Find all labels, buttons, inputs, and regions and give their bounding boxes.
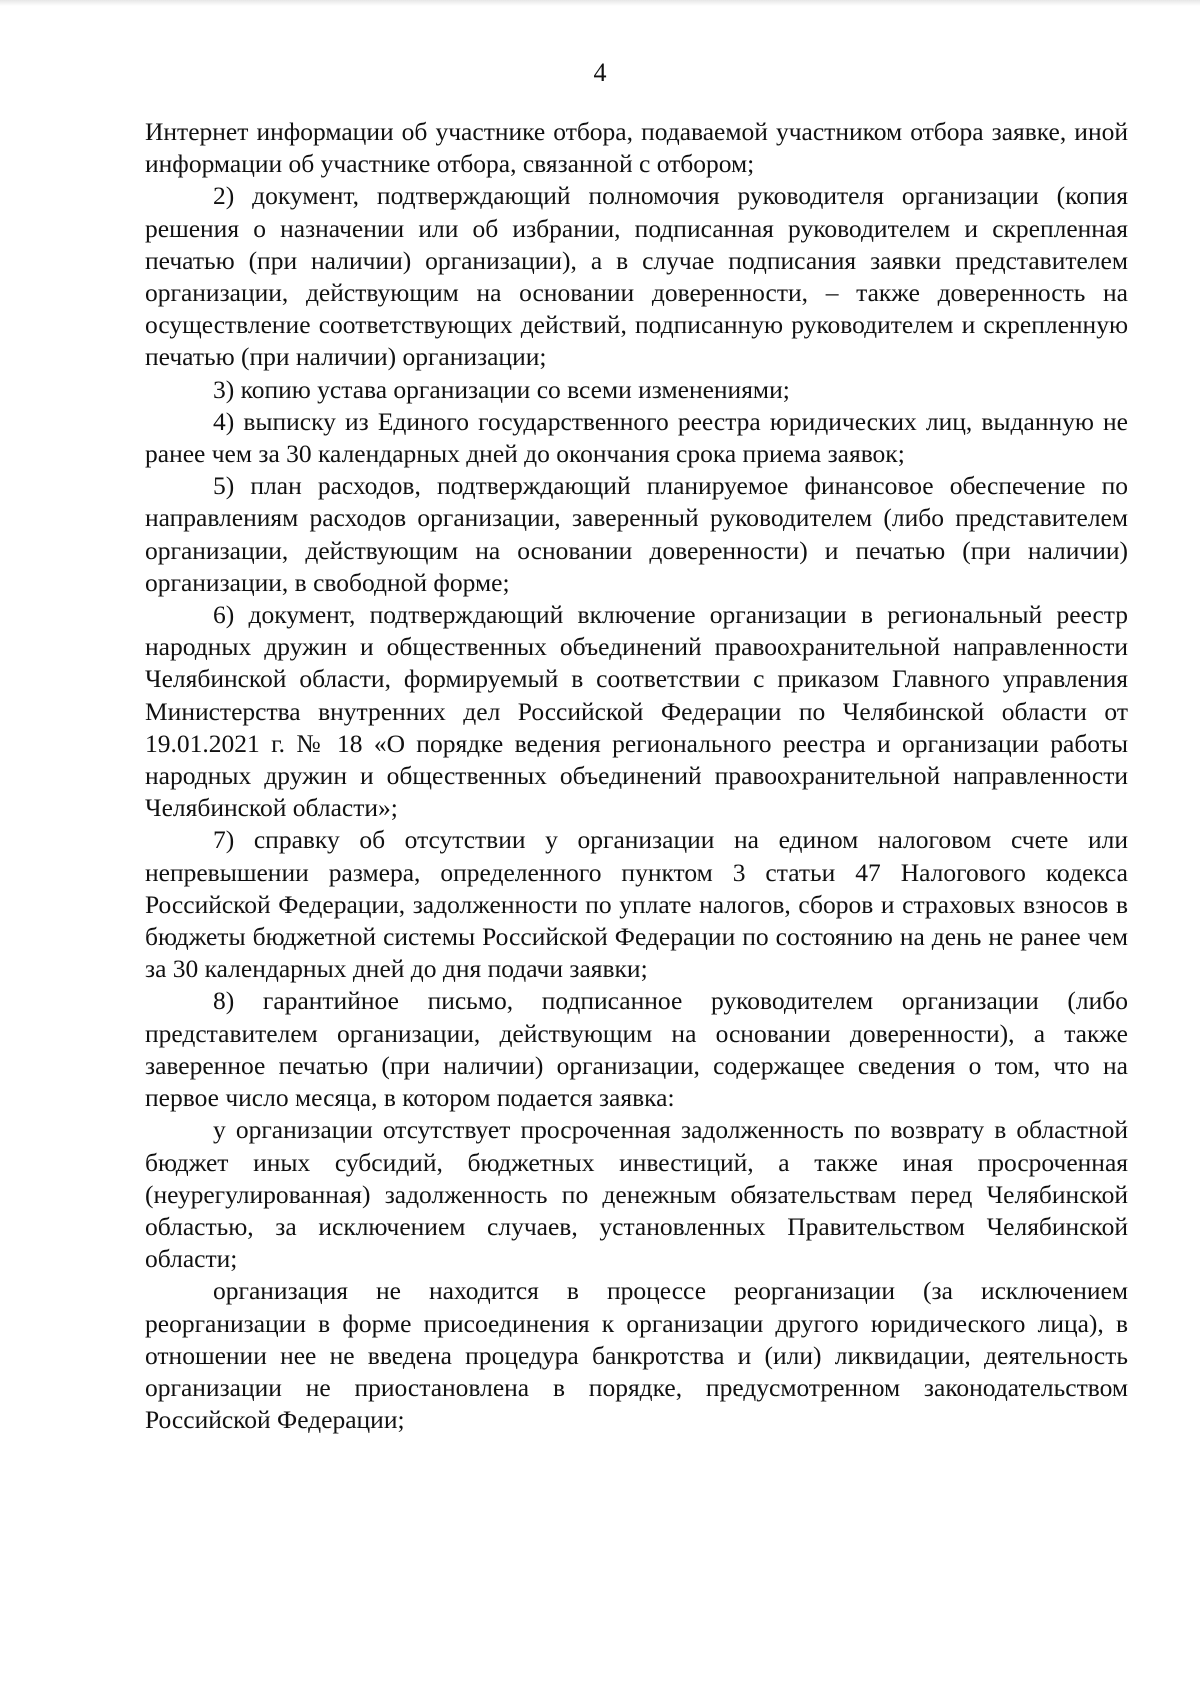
paragraph-item-5: 5) план расходов, подтверждающий планируемое финансовое обеспечение по направлениям расходов организации, заверенный руководителем (либо представителем организации, действующим на основании доверенности) и печатью (при наличии) организации, в свободной форме; — [145, 471, 1128, 597]
paragraph-item-7: 7) справку об отсутствии у организации на едином налоговом счете или непревышении размера, определенного пунктом 3 статьи 47 Налогового кодекса Российской Федерации, задолженности по уплате налогов, сборов и страховых взносов в бюджеты бюджетной системы Российской Федерации по состоянию на день не ранее чем за 30 календарных дней до дня подачи заявки; — [145, 825, 1128, 984]
scan-edge-shadow — [0, 0, 1200, 6]
paragraph-item-2: 2) документ, подтверждающий полномочия руководителя организации (копия решения о назначении или об избрании, подписанная руководителем и скрепленная печатью (при наличии) организации), а в случае подписания заявки представителем организации, действующим на основании доверенности, – также доверенность на осуществление соответствующих действий, подписанную руководителем и скрепленную печатью (при наличии) организации; — [145, 181, 1128, 372]
paragraph-item-4: 4) выписку из Единого государственного реестра юридических лиц, выданную не ранее чем за 30 календарных дней до окончания срока приема заявок; — [145, 406, 1128, 469]
paragraph-item-6: 6) документ, подтверждающий включение организации в региональный реестр народных дружин и общественных объединений правоохранительной направленности Челябинской области, формируемый в соответствии с приказом Главного управления Министерства внутренних дел Российской Федерации по Челябинской области от 19.01.2021 г. № 18 «О порядке ведения регионального реестра и организации работы народных дружин и общественных объединений правоохранительной направленности Челябинской области»; — [145, 600, 1128, 823]
paragraph-sub-reorganization: организация не находится в процессе реорганизации (за исключением реорганизации в форме присоединения к организации другого юридического лица), в отношении нее не введена процедура банкротства и (или) ликвидации, деятельность организации не приостановлена в порядке, предусмотренном законодательством Российской Федерации; — [145, 1276, 1128, 1435]
paragraph-item-3: 3) копию устава организации со всеми изменениями; — [213, 374, 790, 404]
paragraph-item-8: 8) гарантийное письмо, подписанное руководителем организации (либо представителем организации, действующим на основании доверенности), а также заверенное печатью (при наличии) организации, содержащее сведения о том, что на первое число месяца, в котором подается заявка: — [145, 986, 1128, 1113]
page-number: 4 — [593, 58, 607, 87]
paragraph-sub-debt: у организации отсутствует просроченная задолженность по возврату в областной бюджет иных субсидий, бюджетных инвестиций, а также иная просроченная (неурегулированная) задолженность по денежным обязательствам перед Челябинской областью, за исключением случаев, установленных Правительством Челябинской области; — [145, 1115, 1128, 1274]
document-body — [145, 116, 1128, 1436]
paragraph-continuation: Интернет информации об участнике отбора, подаваемой участником отбора заявке, иной информации об участнике отбора, связанной с отбором; — [145, 117, 1128, 179]
